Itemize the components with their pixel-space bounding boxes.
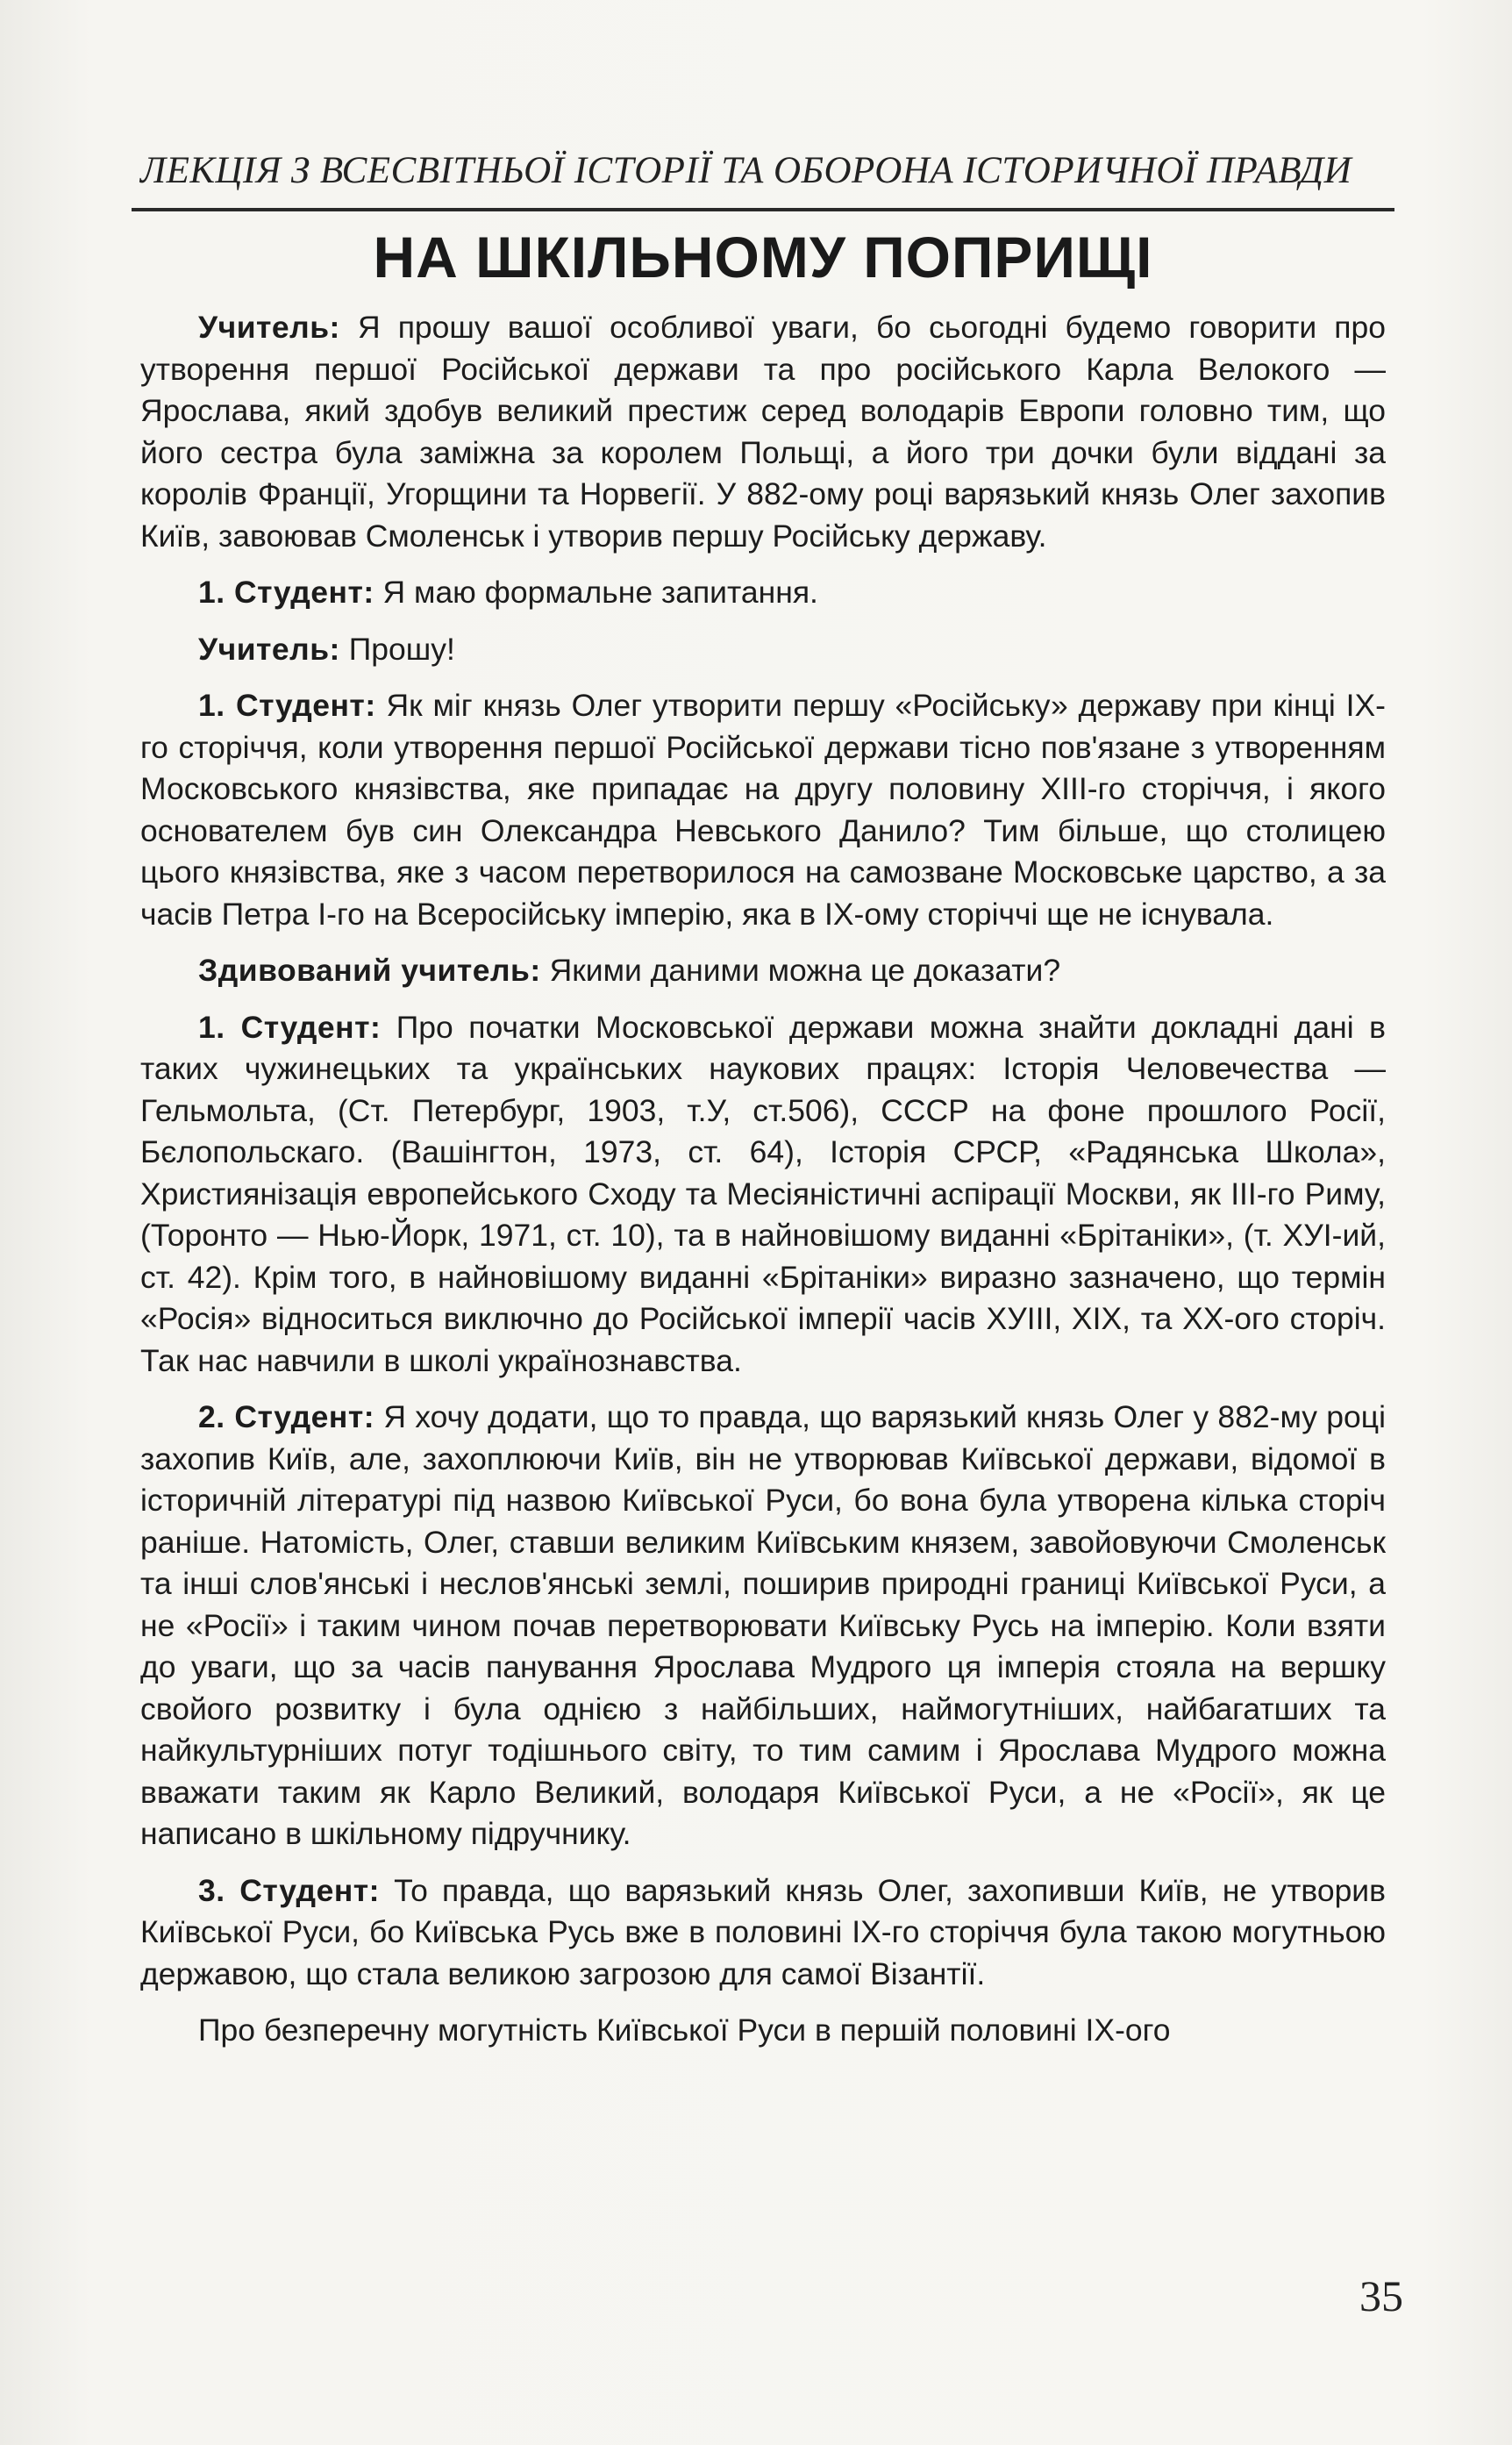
paragraph-text: Я хочу додати, що то правда, що варязький князь Олег у 882-му році захопив Київ, але, захоплюючи Київ, він не утворював Київської держави, відомої в історичній літературі під назвою Київської Руси, бо вона була утворена кілька сторіч раніше. Натомість, Олег, ставши великим Київським князем, завойовуючи Смоленськ та інші слов'янські і неслов'янські землі, поширив природні границі Київської Руси, а не «Росії» і таким чином почав перетворювати Київську Русь на імперію. Коли взяти до уваги, що за часів панування Ярослава Мудрого ця імперія стояла на вершку свойого розвитку і була однією з найбільших, наймогутніших, найбагатших та найкультурніших потуг тодішнього світу, то тим самим і Ярослава Мудрого можна вважати таким як Карло Великий, володаря Київської Руси, а не «Росії», як це написано в шкільному підручнику. — [140, 1399, 1386, 1851]
paragraph — [140, 1870, 1386, 1996]
paragraph — [140, 572, 1386, 614]
paragraph-text: Про початки Московської держави можна знайти докладні дані в таких чужинецьких та українських наукових працях: Історія Человечества — Гельмольта, (Ст. Петербург, 1903, т.У, ст.506), СССР на фоне прошлого Росії, Бєлопольскаго. (Вашінгтон, 1973, ст. 64), Історія СРСР, «Радянська Школа», Християнізація европейського Сходу та Месіяністичні аспірації Москви, як III-го Риму, (Торонто — Нью-Йорк, 1971, ст. 10), та в найновішому виданні «Брітаніки», (т. XУІ-ий, ст. 42). Крім того, в найновішому виданні «Брітаніки» виразно зазначено, що термін «Росія» відноситься виключно до Російської імперії часів XУIII, XIX, та XX-ого сторіч. Так нас навчили в школі українознавства. — [140, 1009, 1386, 1378]
paragraph-text: Якими даними можна це доказати? — [540, 953, 1061, 988]
speaker-label: Здивований учитель: — [198, 953, 541, 988]
paragraph-text: То правда, що варязький князь Олег, захопивши Київ, не утворив Київської Руси, бо Київська Русь вже в половині IX-го сторіччя була такою могутньою державою, що стала великою загрозою для самої Візантії. — [140, 1872, 1386, 1991]
paragraph — [140, 950, 1386, 992]
paragraph — [140, 307, 1386, 557]
paragraph-text: Я маю формальне запитання. — [374, 575, 818, 610]
header-divider — [132, 208, 1394, 211]
speaker-label: Учитель: — [198, 631, 340, 667]
running-header: ЛЕКЦІЯ З ВСЕСВІТНЬОЇ ІСТОРІЇ ТА ОБОРОНА ІСТОРИЧНОЇ ПРАВДИ — [140, 150, 1352, 191]
dialogue-text — [140, 307, 1386, 2067]
speaker-label: 2. Студент: — [198, 1399, 375, 1434]
paragraph-text: Прошу! — [339, 631, 455, 667]
paragraph — [140, 685, 1386, 935]
page-number: 35 — [1359, 2271, 1403, 2320]
paragraph-text: Як міг князь Олег утворити першу «Російську» державу при кінці IX-го сторіччя, коли утворення першої Російської держави тісно пов'язане з утворенням Московського князівства, яке припадає на другу половину XIII-го сторіччя, і якого основателем був син Олександра Невського Данило? Тим більше, що столицею цього князівства, яке з часом перетворилося на самозване Московське царство, а за часів Петра I-го на Всеросійську імперію, яка в IX-ому сторіччі ще не існувала. — [140, 688, 1386, 932]
paragraph — [140, 629, 1386, 671]
paragraph — [140, 1397, 1386, 1855]
speaker-label: 1. Студент: — [198, 1009, 382, 1045]
speaker-label: 1. Студент: — [198, 688, 376, 723]
page-title: НА ШКІЛЬНОМУ ПОПРИЩІ — [373, 225, 1153, 290]
paragraph — [140, 1007, 1386, 1383]
paragraph-text: Я прошу вашої особливої уваги, бо сьогодні будемо говорити про утворення першої Російської держави та про російського Карла Велокого — Ярослава, який здобув великий престиж серед володарів Европи головно тим, що його сестра була заміжна за королем Польщі, а його три дочки були віддані за королів Франції, Угорщини та Норвегії. У 882-ому році варязький князь Олег захопив Київ, завоював Смоленськ і утворив першу Російську державу. — [140, 310, 1386, 554]
speaker-label: Учитель: — [198, 310, 340, 345]
paragraph-text: Про безперечну могутність Київської Руси в першій половині IX-ого — [198, 2012, 1171, 2048]
speaker-label: 3. Студент: — [198, 1872, 380, 1908]
paragraph — [140, 2010, 1386, 2052]
speaker-label: 1. Студент: — [198, 575, 374, 610]
